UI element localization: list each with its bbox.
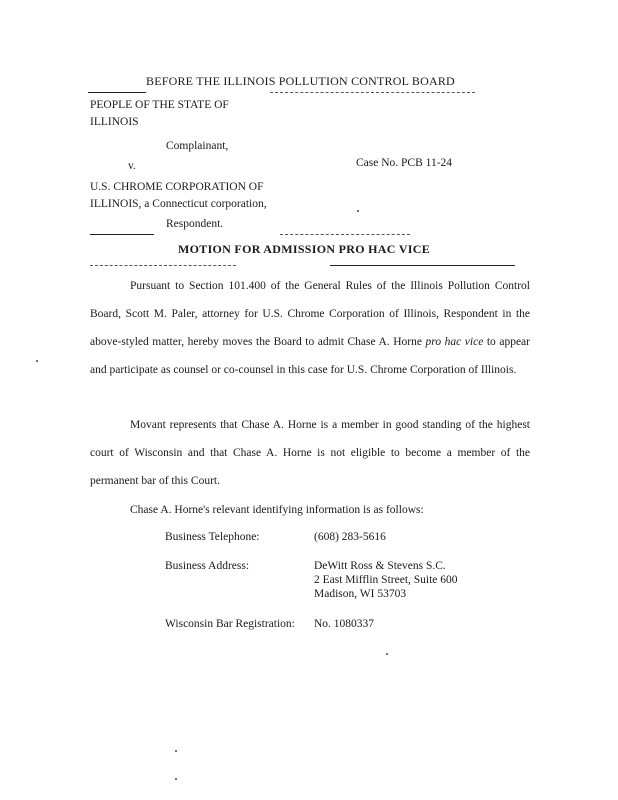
address-line2: 2 East Mifflin Street, Suite 600 [314, 574, 458, 586]
complainant-name-line2: ILLINOIS [90, 116, 139, 128]
scan-speck [175, 778, 177, 780]
respondent-role: Respondent. [166, 218, 224, 230]
complainant-name-line1: PEOPLE OF THE STATE OF [90, 99, 229, 111]
scan-speck [386, 653, 388, 655]
caption-rule-right [280, 234, 410, 235]
complainant-role: Complainant, [166, 140, 229, 152]
paragraph-motion-text-b: to appear and participate as counsel or co-counsel in this case for U.S. Chrome Corporation of Illinois. [90, 336, 530, 376]
scan-speck [357, 210, 359, 212]
caption-rule-left [90, 234, 154, 235]
phone-value: (608) 283-5616 [314, 531, 386, 543]
respondent-name-line2: ILLINOIS, a Connecticut corporation, [90, 198, 267, 210]
paragraph-motion [90, 272, 530, 384]
paragraph-representation: Movant represents that Chase A. Horne is a member in good standing of the highest court of Wisconsin and that Chase A. Horne is not eligible to become a member of the permanent bar of this Court. [90, 419, 530, 487]
motion-title: MOTION FOR ADMISSION PRO HAC VICE [178, 242, 431, 256]
bar-label: Wisconsin Bar Registration: [165, 618, 295, 630]
phone-label: Business Telephone: [165, 531, 260, 543]
paragraph-motion-text-a: Pursuant to Section 101.400 of the General Rules of the Illinois Pollution Control Board, Scott M. Paler, attorney for U.S. Chrome Corporation of Illinois, Respondent in the above-styled matter, hereby moves the Board to admit Chase A. Horne [90, 280, 530, 348]
address-line3: Madison, WI 53703 [314, 588, 407, 600]
paragraph-motion-italic: pro hac vice [425, 336, 484, 348]
paragraph-info-intro: Chase A. Horne's relevant identifying information is as follows: [130, 504, 424, 516]
board-title: BEFORE THE ILLINOIS POLLUTION CONTROL BOARD [146, 74, 455, 88]
address-label: Business Address: [165, 560, 250, 572]
scan-speck [175, 750, 177, 752]
versus: v. [128, 160, 136, 172]
address-line1: DeWitt Ross & Stevens S.C. [314, 560, 446, 572]
header-rule-left [88, 92, 146, 93]
bar-value: No. 1080337 [314, 618, 375, 630]
title-rule-right [330, 265, 515, 266]
title-rule-left [90, 265, 236, 266]
respondent-name-line1: U.S. CHROME CORPORATION OF [90, 181, 264, 193]
header-rule-right [270, 92, 475, 93]
case-number: Case No. PCB 11-24 [356, 157, 453, 169]
scan-speck [36, 360, 38, 362]
